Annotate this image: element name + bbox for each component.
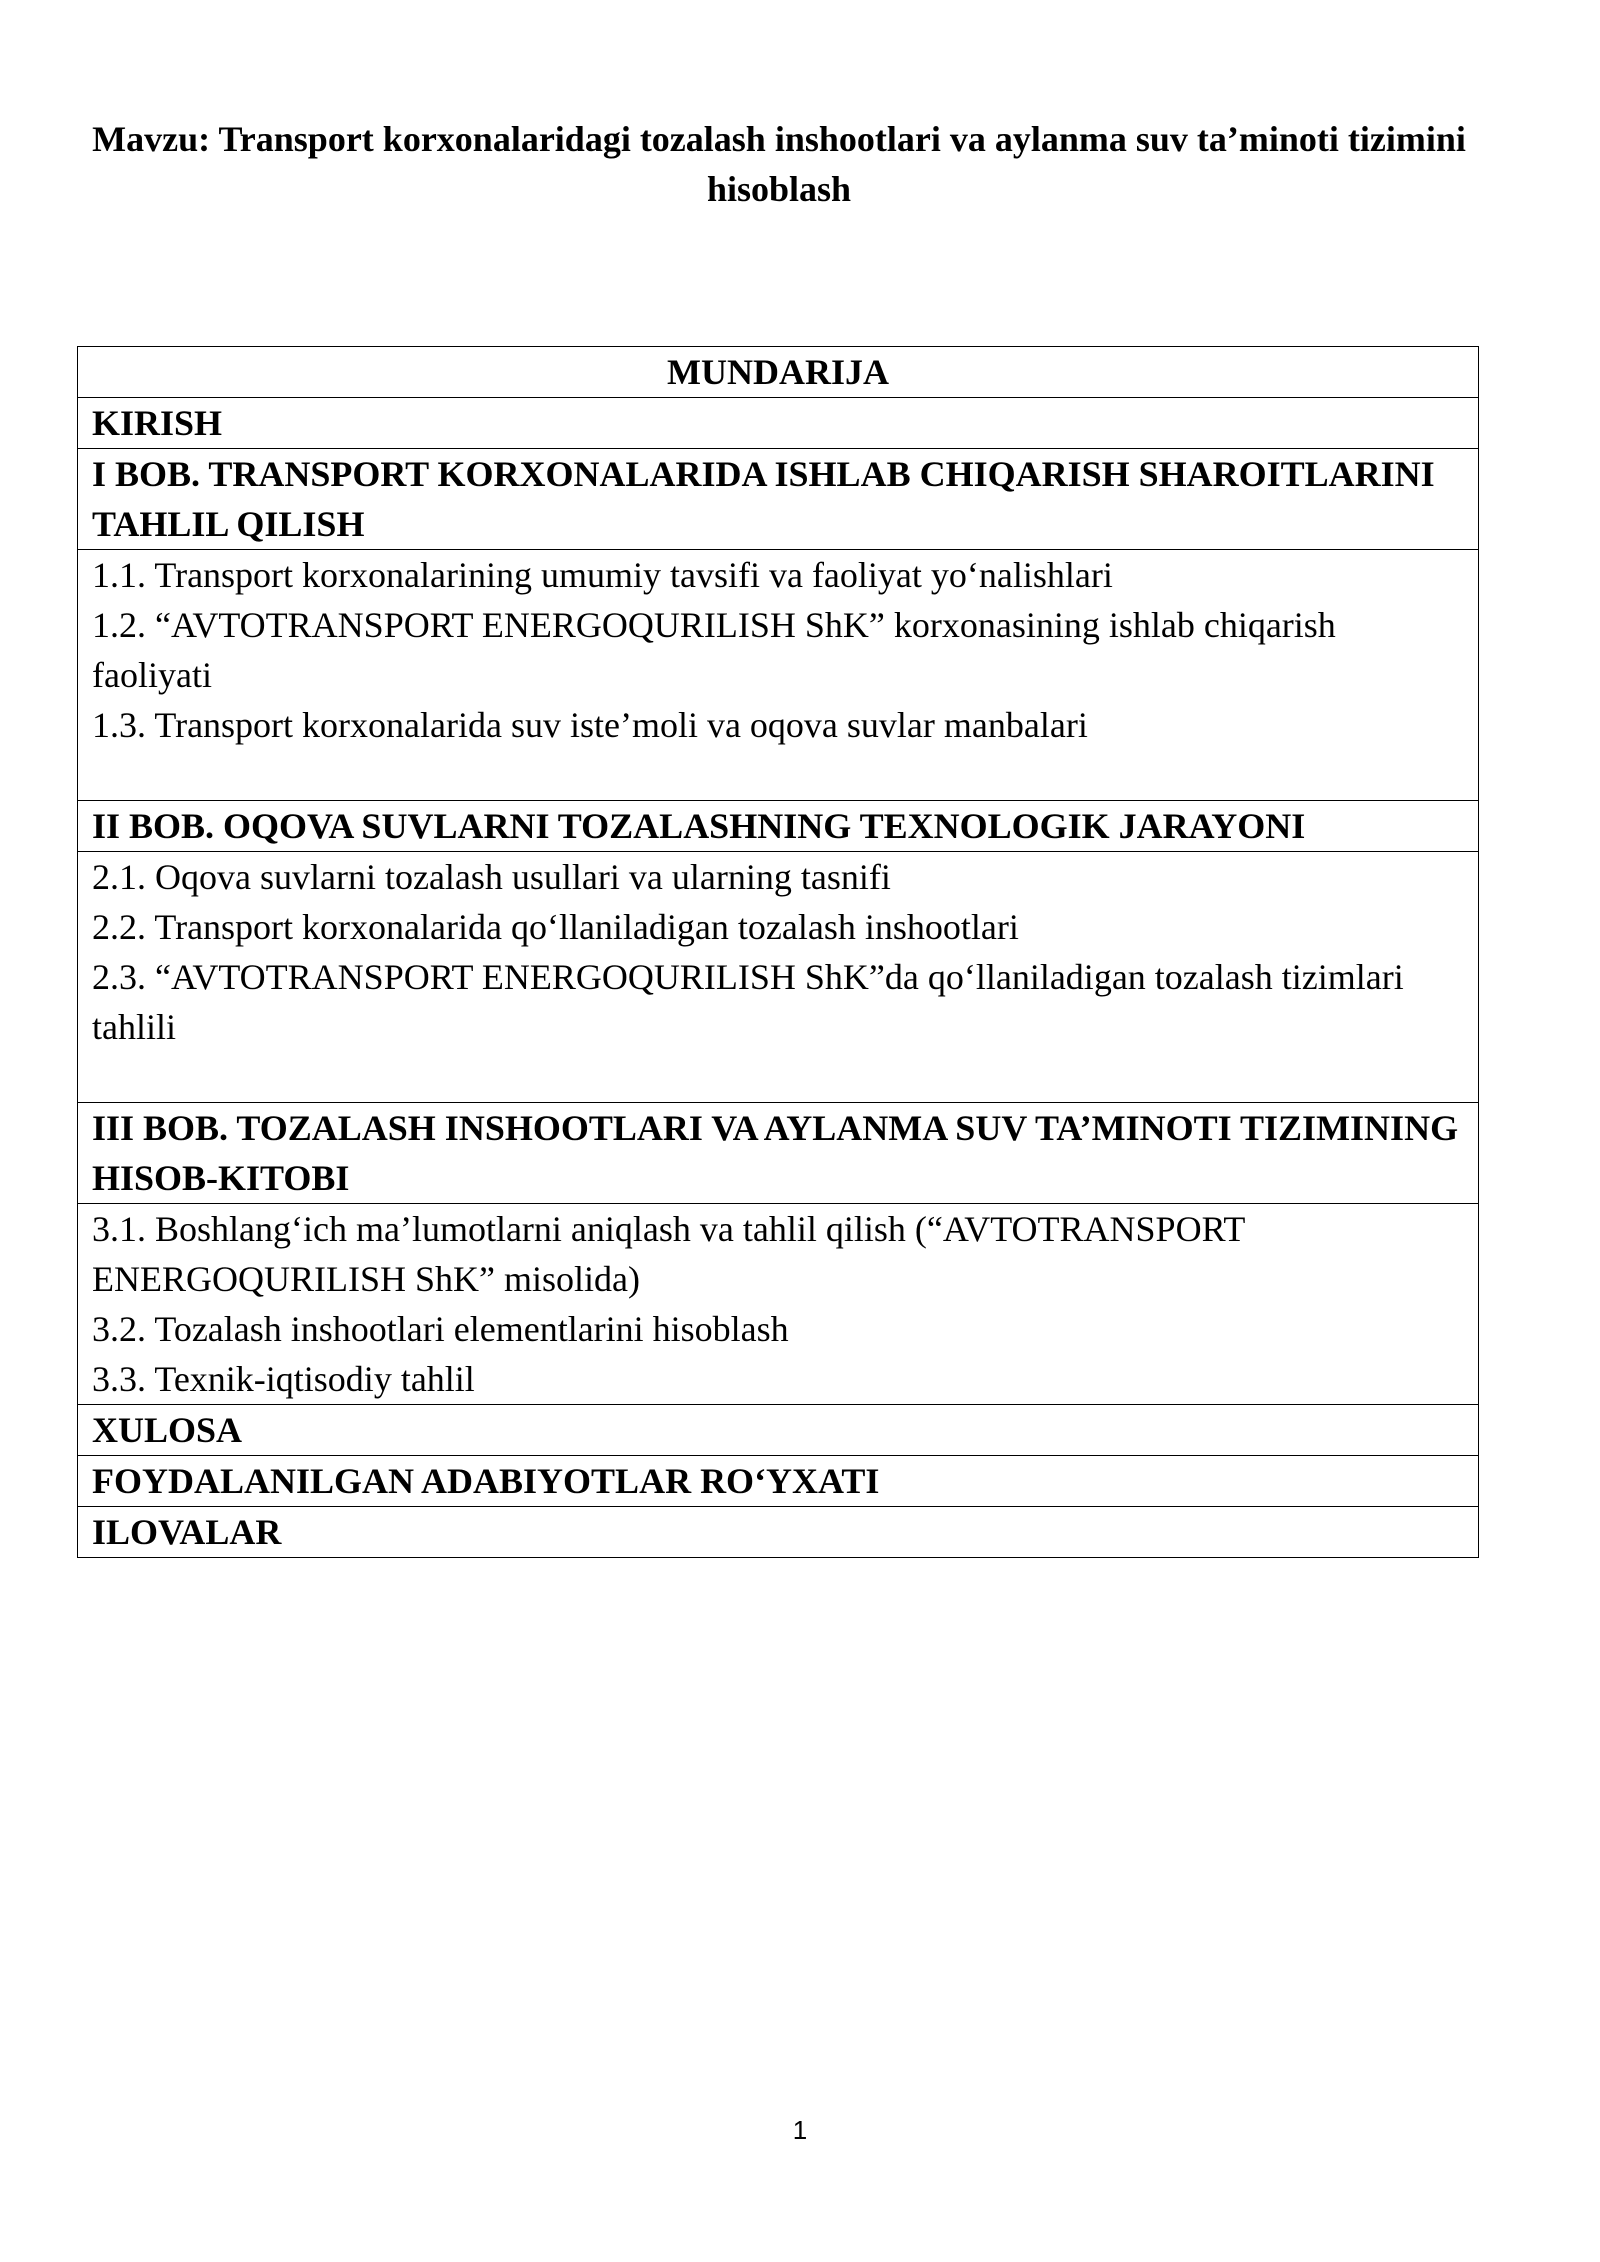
toc-section-2-2: 2.2. Transport korxonalarida qo‘llaniladigan tozalash inshootlari [92,907,1019,947]
toc-heading: MUNDARIJA [78,347,1479,398]
toc-section-1-3: 1.3. Transport korxonalarida suv iste’moli va oqova suvlar manbalari [92,705,1088,745]
toc-intro-row [78,398,1479,449]
toc-appendices-row [78,1507,1479,1558]
toc-appendices: ILOVALAR [78,1507,1479,1558]
toc-chapter2-sections-row [78,852,1479,1103]
page-number: 1 [792,2115,808,2145]
toc-references-row [78,1456,1479,1507]
toc-chapter1-sections-row [78,550,1479,801]
toc-chapter2-title: II BOB. OQOVA SUVLARNI TOZALASHNING TEXNOLOGIK JARAYONI [78,801,1479,852]
toc-section-2-1: 2.1. Oqova suvlarni tozalash usullari va ularning tasnifi [92,857,891,897]
toc-chapter3-title: III BOB. TOZALASH INSHOOTLARI VA AYLANMA SUV TA’MINOTI TIZIMINING HISOB-KITOBI [78,1103,1479,1204]
toc-section-3-3: 3.3. Texnik-iqtisodiy tahlil [92,1359,475,1399]
toc-chapter2-row [78,801,1479,852]
toc-section-3-2: 3.2. Tozalash inshootlari elementlarini hisoblash [92,1309,789,1349]
toc-chapter1-sections [78,550,1479,801]
toc-heading-row [78,347,1479,398]
toc-section-1-2: 1.2. “AVTOTRANSPORT ENERGOQURILISH ShK” korxonasining ishlab chiqarish faoliyati [92,605,1336,695]
table-of-contents [77,346,1479,1558]
toc-conclusion-row [78,1405,1479,1456]
toc-chapter3-sections [78,1204,1479,1405]
toc-section-3-1: 3.1. Boshlang‘ich ma’lumotlarni aniqlash va tahlil qilish (“AVTOTRANSPORT ENERGOQURILISH ShK” misolida) [92,1209,1245,1299]
toc-conclusion: XULOSA [78,1405,1479,1456]
toc-chapter3-row [78,1103,1479,1204]
toc-chapter1-title: I BOB. TRANSPORT KORXONALARIDA ISHLAB CHIQARISH SHAROITLARINI TAHLIL QILISH [78,449,1479,550]
toc-references: FOYDALANILGAN ADABIYOTLAR RO‘YXATI [78,1456,1479,1507]
toc-intro: KIRISH [78,398,1479,449]
toc-chapter3-sections-row [78,1204,1479,1405]
toc-chapter1-row [78,449,1479,550]
toc-chapter2-sections [78,852,1479,1103]
toc-section-2-3: 2.3. “AVTOTRANSPORT ENERGOQURILISH ShK”da qo‘llaniladigan tozalash tizimlari tahlili [92,957,1404,1047]
toc-section-1-1: 1.1. Transport korxonalarining umumiy tavsifi va faoliyat yo‘nalishlari [92,555,1113,595]
page-title: Mavzu: Transport korxonalaridagi tozalash inshootlari va aylanma suv ta’minoti tizimini hisoblash [92,119,1466,209]
